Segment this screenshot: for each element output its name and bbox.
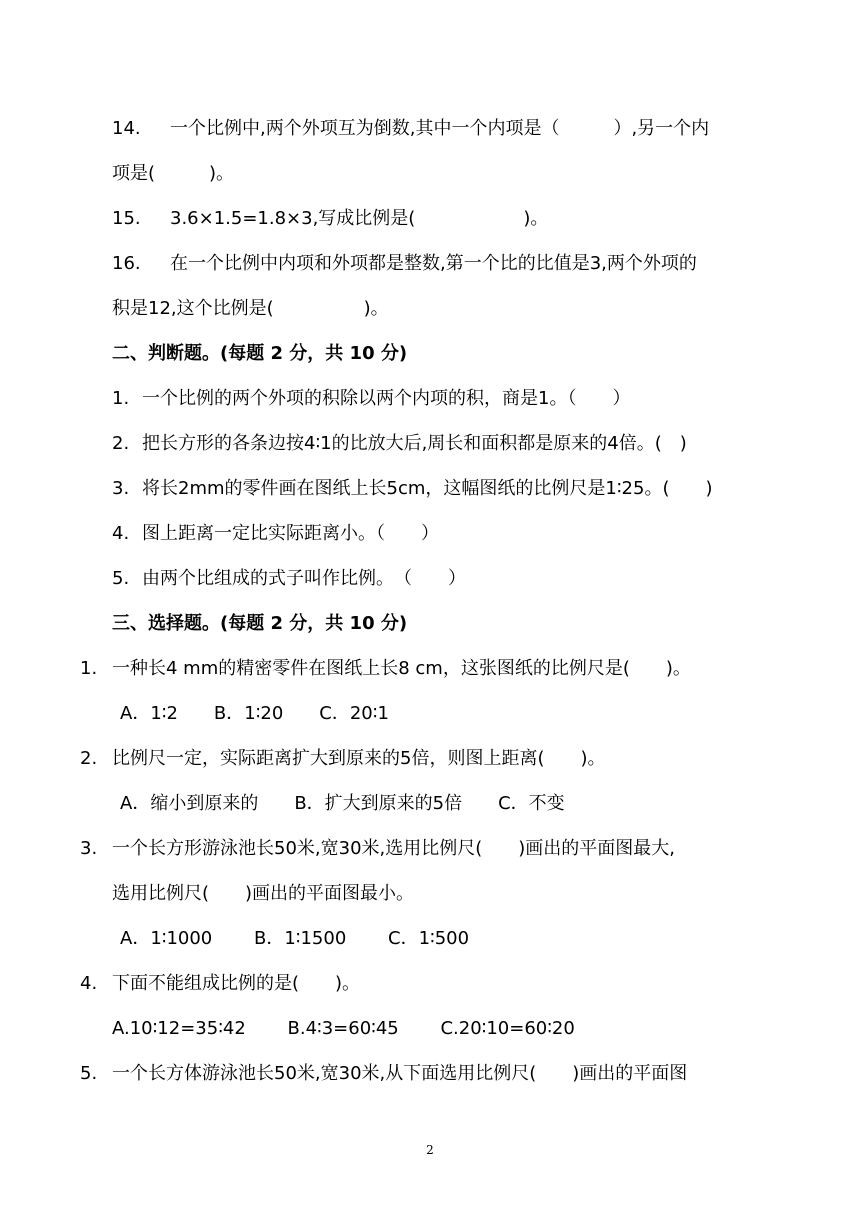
choice-q3-text-line1: 一个长方形游泳池长50米,宽30米,选用比例尺( )画出的平面图最大,: [112, 838, 676, 859]
judge-item-3-number: 3.: [112, 478, 130, 499]
choice-q5-number: 5.: [80, 1063, 98, 1084]
judge-item-5-number: 5.: [112, 568, 130, 589]
judge-section-heading: 二、判断题。(每题 2 分，共 10 分): [112, 343, 408, 364]
q15-number: 15.: [112, 208, 141, 229]
choice-q4-text: 下面不能组成比例的是( )。: [112, 973, 361, 994]
q14-text-line1: 一个比例中,两个外项互为倒数,其中一个内项是（ ）,另一个内: [170, 118, 710, 139]
choice-q2-options: A．缩小到原来的 B．扩大到原来的5倍 C．不变: [120, 793, 565, 814]
choice-q3-number: 3.: [80, 838, 98, 859]
q14-number: 14.: [112, 118, 141, 139]
choice-q4-options: A.10∶12=35∶42 B.4∶3=60∶45 C.20∶10=60∶20: [112, 1018, 575, 1039]
q16-text-line1: 在一个比例中内项和外项都是整数,第一个比的比值是3,两个外项的: [170, 253, 697, 274]
q16-number: 16.: [112, 253, 141, 274]
choice-q5-text: 一个长方体游泳池长50米,宽30米,从下面选用比例尺( )画出的平面图: [112, 1063, 688, 1084]
q14-text-line2: 项是( )。: [112, 163, 235, 184]
judge-item-4-number: 4.: [112, 523, 130, 544]
choice-q2-number: 2.: [80, 748, 98, 769]
judge-item-1-text: 一个比例的两个外项的积除以两个内项的积，商是1。（ ）: [142, 388, 631, 409]
choice-q2-text: 比例尺一定，实际距离扩大到原来的5倍，则图上距离( )。: [112, 748, 606, 769]
choice-q3-options: A．1∶1000 B．1∶1500 C．1∶500: [120, 928, 470, 949]
q15-text: 3.6×1.5=1.8×3,写成比例是( )。: [170, 208, 549, 229]
choice-q1-text: 一种长4 mm的精密零件在图纸上长8 cm，这张图纸的比例尺是( )。: [112, 658, 691, 679]
choice-section-heading: 三、选择题。(每题 2 分，共 10 分): [112, 613, 408, 634]
judge-item-2-text: 把长方形的各条边按4∶1的比放大后,周长和面积都是原来的4倍。( ): [142, 433, 687, 454]
judge-item-3-text: 将长2mm的零件画在图纸上长5cm，这幅图纸的比例尺是1∶25。( ): [142, 478, 713, 499]
choice-q1-options: A．1∶2 B．1∶20 C．20∶1: [120, 703, 389, 724]
q16-text-line2: 积是12,这个比例是( )。: [112, 298, 389, 319]
judge-item-2-number: 2.: [112, 433, 130, 454]
choice-q1-number: 1.: [80, 658, 98, 679]
choice-q3-text-line2: 选用比例尺( )画出的平面图最小。: [112, 883, 415, 904]
judge-item-5-text: 由两个比组成的式子叫作比例。 （ ）: [142, 568, 466, 589]
choice-q4-number: 4.: [80, 973, 98, 994]
judge-item-1-number: 1.: [112, 388, 130, 409]
judge-item-4-text: 图上距离一定比实际距离小。（ ）: [142, 523, 439, 544]
page-number: 2: [426, 1143, 434, 1157]
